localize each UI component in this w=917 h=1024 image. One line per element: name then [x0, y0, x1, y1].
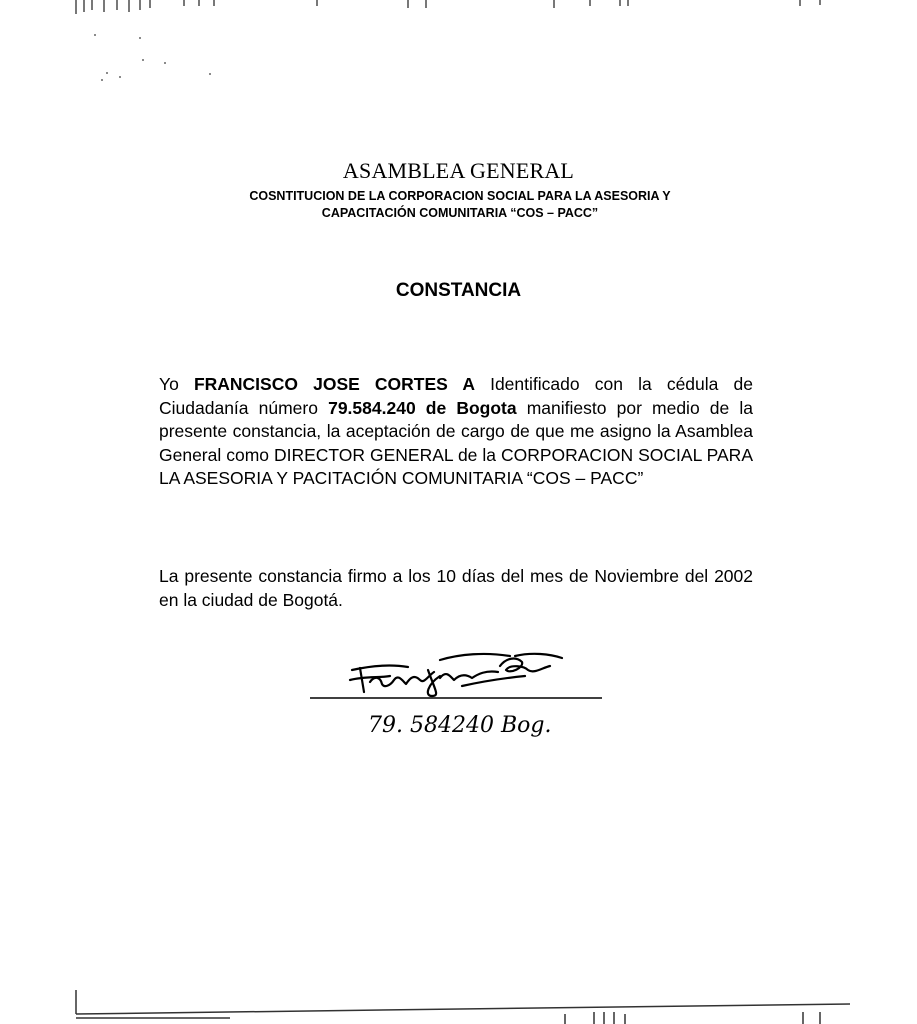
handwritten-id: 79. 584240 Bog.	[368, 713, 552, 738]
id-number: 79.584.240 de Bogota	[328, 397, 517, 418]
subtitle-line-1: COSNTITUCION DE LA CORPORACION SOCIAL PARA LA ASESORIA Y	[249, 189, 671, 203]
page-subtitle	[180, 188, 740, 222]
signature-block	[310, 640, 610, 750]
declaration-text-2: Identificado con la cédula de Ciudadanía número	[159, 374, 753, 418]
declaration-text-3: manifiesto por medio de la presente constancia, la aceptación de cargo de que me asigno la Asamblea General como DIRECTOR GENERAL de la CORPORACION SOCIAL PARA LA ASESORIA Y PACITACIÓN COMUNITARIA “COS – PACC”	[159, 397, 753, 488]
declaration-paragraph	[159, 373, 753, 491]
page-title: ASAMBLEA GENERAL	[342, 158, 575, 183]
date-paragraph: La presente constancia firmo a los 10 días del mes de Noviembre del 2002 en la ciudad de Bogotá.	[159, 566, 753, 610]
document-type-heading: CONSTANCIA	[395, 280, 522, 301]
declarant-name: FRANCISCO JOSE CORTES A	[193, 374, 475, 394]
subtitle-line-2: CAPACITACIÓN COMUNITARIA “COS – PACC”	[321, 206, 599, 220]
handwritten-signature	[310, 640, 610, 750]
declaration-text-1: Yo	[159, 374, 194, 394]
